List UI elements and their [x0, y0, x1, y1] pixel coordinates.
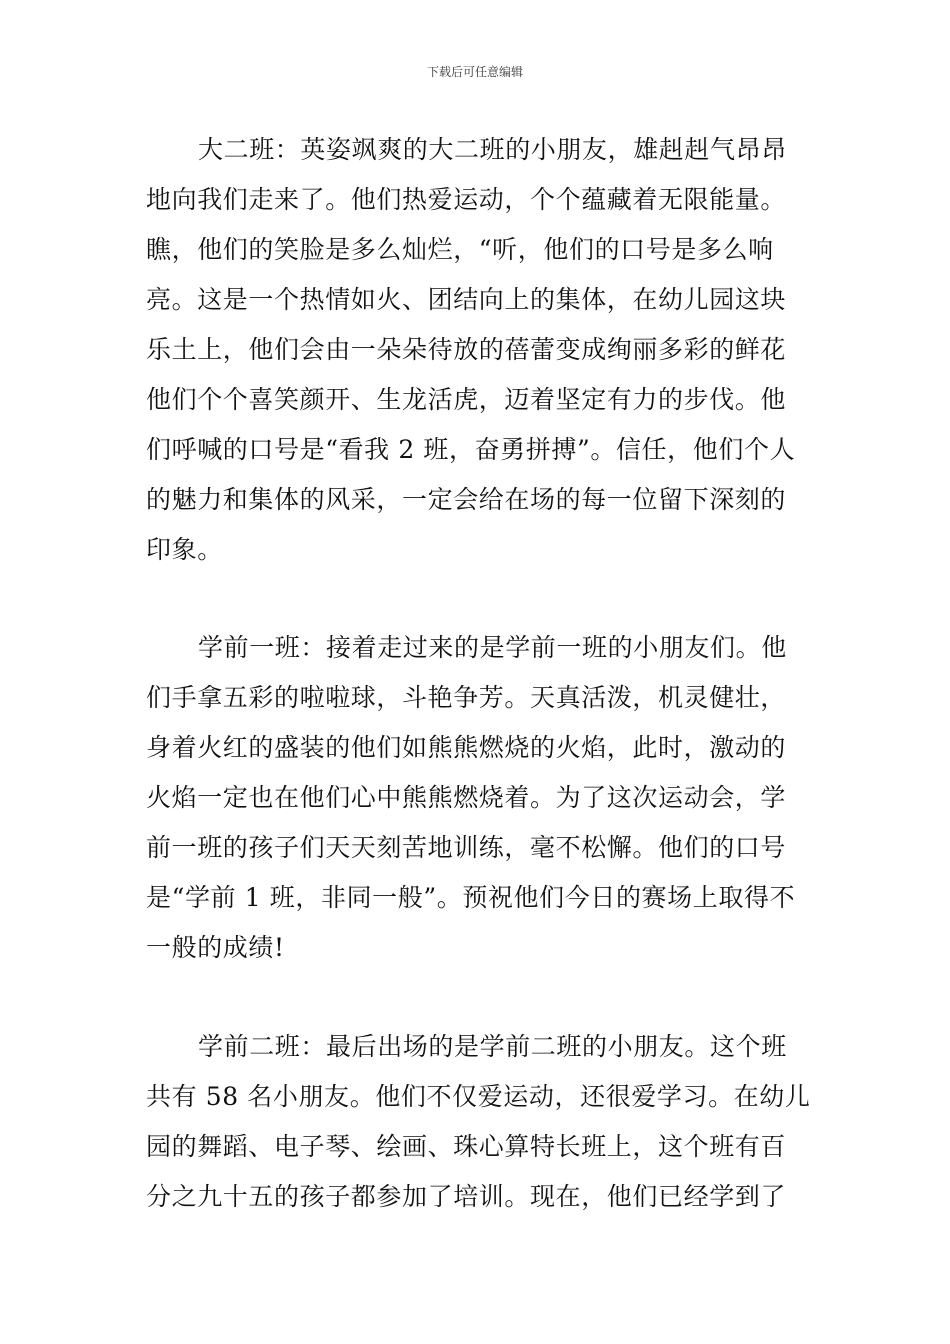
paragraph-line: 地向我们走来了。他们热爱运动，个个蕴藏着无限能量。	[146, 185, 787, 214]
paragraph-line: 园的舞蹈、电子琴、绘画、珠心算特长班上，这个班有百	[146, 1132, 787, 1161]
paragraph-line: 分之九十五的孩子都参加了培训。现在，他们已经学到了	[146, 1182, 787, 1211]
paragraph-line: 火焰一定也在他们心中熊熊燃烧着。为了这次运动会，学	[146, 783, 787, 812]
paragraph-line: 共有 58 名小朋友。他们不仅爱运动，还很爱学习。在幼儿	[146, 1082, 811, 1111]
paragraph-line: 乐土上，他们会由一朵朵待放的蓓蕾变成绚丽多彩的鲜花	[146, 335, 787, 364]
paragraph-line: 他们个个喜笑颜开、生龙活虎，迈着坚定有力的步伐。他	[146, 385, 787, 414]
paragraph-line: 学前二班：最后出场的是学前二班的小朋友。这个班	[198, 1032, 787, 1061]
paragraph-line: 前一班的孩子们天天刻苦地训练，毫不松懈。他们的口号	[146, 833, 787, 862]
paragraph-line: 瞧，他们的笑脸是多么灿烂，“听，他们的口号是多么响	[146, 235, 774, 264]
paragraph-line: 们呼喊的口号是“看我 2 班，奋勇拼搏”。信任，他们个人	[146, 435, 796, 464]
paragraph-line: 亮。这是一个热情如火、团结向上的集体，在幼儿园这块	[146, 285, 787, 314]
paragraph-line: 的魅力和集体的风采，一定会给在场的每一位留下深刻的	[146, 485, 787, 514]
paragraph-line: 学前一班：接着走过来的是学前一班的小朋友们。他	[198, 633, 787, 662]
paragraph-line: 大二班：英姿飒爽的大二班的小朋友，雄赳赳气昂昂	[198, 135, 787, 164]
paragraph-line: 一般的成绩!	[146, 933, 285, 962]
paragraph-line: 们手拿五彩的啦啦球，斗艳争芳。天真活泼，机灵健壮，	[146, 683, 787, 712]
paragraph-line: 身着火红的盛装的他们如熊熊燃烧的火焰，此时，激动的	[146, 733, 787, 762]
page-header-note: 下载后可任意编辑	[426, 65, 523, 79]
paragraph-line: 印象。	[146, 535, 223, 564]
paragraph-line: 是“学前 1 班，非同一般”。预祝他们今日的赛场上取得不	[146, 883, 796, 912]
